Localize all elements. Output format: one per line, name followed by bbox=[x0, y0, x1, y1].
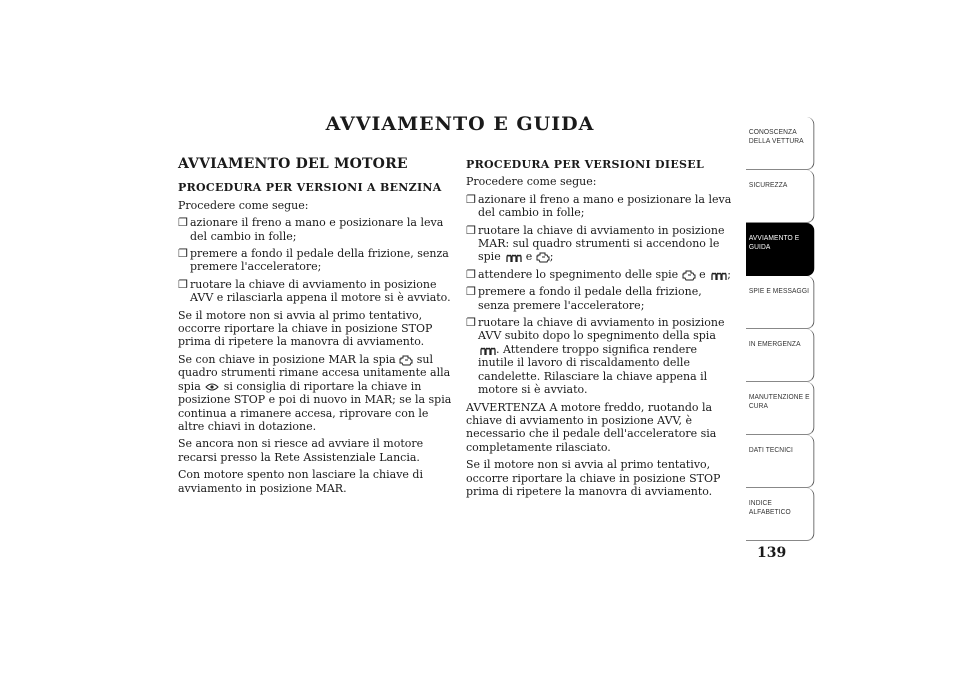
tab-dati-tecnici[interactable]: DATI TECNICI bbox=[746, 435, 814, 488]
paragraph-retry: Se il motore non si avvia al primo tentativo, occorre riportare la chiave in posizione STOP prima di ripetere la manovra di avviamento. bbox=[466, 458, 721, 498]
left-column bbox=[178, 158, 453, 499]
right-column bbox=[466, 158, 734, 502]
glow-plug-icon bbox=[504, 253, 522, 263]
paragraph-warning-light: Se con chiave in posizione MAR la spia sul quadro strumenti rimane accesa unitamente alla spia si consiglia di riportare la chiave in posizione STOP e poi di nuovo in MAR; se la spia continua a rimanere accesa, riprovare con le altre chiavi in dotazione. bbox=[178, 352, 452, 433]
paragraph-retry: Se il motore non si avvia al primo tentativo, occorre riportare la chiave in posizione STOP prima di ripetere la manovra di avviamento. bbox=[178, 308, 433, 349]
chapter-tabs bbox=[746, 117, 818, 541]
tab-indice[interactable]: INDICE ALFABETICO bbox=[746, 488, 814, 541]
petrol-steps bbox=[178, 216, 453, 304]
glow-plug-icon bbox=[709, 271, 727, 281]
bullet-icon: ❐ bbox=[466, 192, 476, 206]
list-item: ❐ ruotare la chiave di avviamento in posizione AVV subito dopo lo spegnimento della spia . Attendere troppo significa rendere inutile il lavoro di riscaldamento delle candelette. Rilasciare la chiave appena il motore si è avviato. bbox=[466, 316, 725, 397]
engine-check-icon bbox=[536, 251, 550, 263]
diesel-procedure-title: PROCEDURA PER VERSIONI DIESEL bbox=[466, 158, 704, 171]
tab-emergenza[interactable]: IN EMERGENZA bbox=[746, 329, 814, 382]
tab-manutenzione[interactable]: MANUTENZIONE E CURA bbox=[746, 382, 814, 435]
engine-check-icon bbox=[399, 354, 413, 366]
bullet-icon: ❐ bbox=[178, 247, 188, 261]
tab-conoscenza[interactable]: CONOSCENZA DELLA VETTURA bbox=[746, 117, 814, 170]
paragraph-avvertenza: AVVERTENZA A motore freddo, ruotando la chiave di avviamento in posizione AVV, è necessario che il pedale dell'acceleratore sia completamente rilasciato. bbox=[466, 400, 717, 454]
diesel-steps bbox=[466, 193, 734, 397]
paragraph-assistance: Se ancora non si riesce ad avviare il motore recarsi presso la Rete Assistenziale Lancia. bbox=[178, 437, 424, 464]
paragraph-key: Con motore spento non lasciare la chiave di avviamento in posizione MAR. bbox=[178, 468, 423, 495]
tab-spie[interactable]: SPIE E MESSAGGI bbox=[746, 276, 814, 329]
petrol-procedure-title: PROCEDURA PER VERSIONI A BENZINA bbox=[178, 181, 442, 195]
list-item: ❐ ruotare la chiave di avviamento in posizione MAR: sul quadro strumenti si accendono le spie e ; bbox=[466, 223, 725, 264]
list-item: ❐ ruotare la chiave di avviamento in posizione AVV e rilasciarla appena il motore si è avviato. bbox=[178, 277, 451, 305]
bullet-icon: ❐ bbox=[466, 285, 476, 299]
tab-avviamento[interactable]: AVVIAMENTO E GUIDA bbox=[746, 223, 814, 276]
list-item: ❐ premere a fondo il pedale della frizione, senza premere l'acceleratore; bbox=[178, 247, 449, 274]
bullet-icon: ❐ bbox=[178, 277, 188, 291]
bullet-icon: ❐ bbox=[466, 316, 476, 330]
diesel-intro: Procedere come segue: bbox=[466, 175, 597, 189]
key-immobilizer-icon bbox=[204, 381, 220, 393]
glow-plug-icon bbox=[478, 346, 496, 356]
list-item: ❐ premere a fondo il pedale della frizione, senza premere l'acceleratore; bbox=[466, 285, 702, 312]
engine-check-icon bbox=[682, 269, 696, 281]
petrol-intro: Procedere come segue: bbox=[178, 198, 309, 212]
tab-sicurezza[interactable]: SICUREZZA bbox=[746, 170, 814, 223]
bullet-icon: ❐ bbox=[466, 267, 476, 281]
section-title: AVVIAMENTO DEL MOTORE bbox=[178, 156, 408, 172]
list-item: ❐ azionare il freno a mano e posizionare la leva del cambio in folle; bbox=[466, 192, 732, 220]
page-number: 139 bbox=[757, 545, 787, 561]
list-item: ❐ azionare il freno a mano e posizionare la leva del cambio in folle; bbox=[178, 216, 444, 243]
page-title: AVVIAMENTO E GUIDA bbox=[325, 113, 595, 135]
list-item: ❐ attendere lo spegnimento delle spie e ; bbox=[466, 267, 731, 281]
bullet-icon: ❐ bbox=[178, 216, 188, 230]
bullet-icon: ❐ bbox=[466, 223, 476, 237]
